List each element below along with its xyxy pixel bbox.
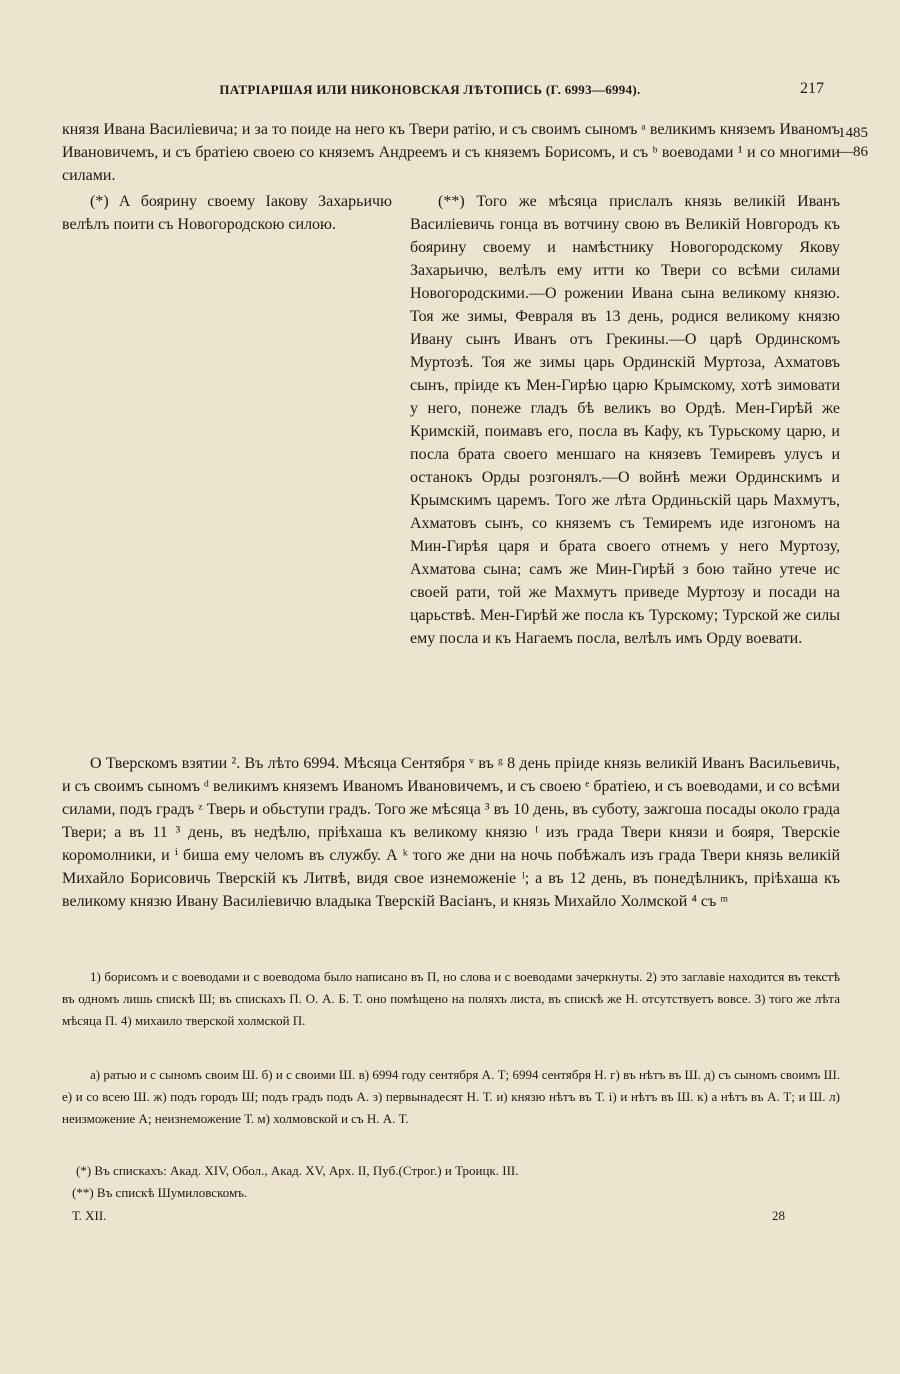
- running-header: ПАТРІАРШАЯ ИЛИ НИКОНОВСКАЯ ЛѢТОПИСЬ (Г. 6993—6994).: [219, 82, 641, 97]
- footnote-star1: (*) Въ спискахъ: Акад. XIV, Обол., Акад. XV, Арх. II, Пуб.(Строг.) и Троицк. III.: [76, 1163, 519, 1178]
- sheet-number: 28: [772, 1208, 785, 1223]
- footnotes-numbered: [62, 966, 840, 1032]
- main-text: О Тверскомъ взятии ². Въ лѣто 6994. Мѣсяца Сентября ᵛ въ ᵍ 8 день пріиде князь великій Иванъ Васильевичь, и съ своимъ сыномъ ᵈ великимъ княземъ Иваномъ Ивановичемъ, и съ своею ᵉ братіею, и съ воеводами, и со всѣми силами, подъ градъ ᶻ Тверь и обьступи градъ. Того же мѣсяца ³ въ 10 день, въ суботу, зажгоша посады около града Твери; а въ 11 ³ день, въ недѣлю, пріѣхаша къ великому князю ᴵ изъ града Твери князи и бояря, Тверскіе коромолники, и ⁱ биша ему челомъ въ службу. А ᵏ того же дни на ночь побѣжалъ изъ града Твери князь великій Михайло Борисовичь Тверскій къ Литвѣ, видя свое изнеможеніе ˡ; а въ 12 день, въ понедѣлникъ, пріѣхаша къ великому князю Ивану Василіевичю владыка Тверскій Васіанъ, и князь Михайло Холмской ⁴ съ ᵐ: [62, 755, 840, 910]
- volume-label: Т. XII.: [72, 1208, 107, 1223]
- left-column-text: (*) А боярину своему Іакову Захарьичю велѣлъ поити съ Новогородскою силою.: [62, 193, 392, 233]
- footnote-star2: (**) Въ спискѣ Шумиловскомъ.: [72, 1185, 248, 1200]
- margin-year-1: 1485: [838, 125, 868, 141]
- two-column-section: [62, 190, 840, 750]
- footnotes-lettered: [62, 1064, 840, 1130]
- page-number: 217: [800, 80, 824, 97]
- left-column: [62, 190, 392, 236]
- main-paragraph: [62, 752, 840, 913]
- right-column-text: (**) Того же мѣсяца прислалъ князь великій Иванъ Василіевичь гонца въ вотчину свою въ Великій Новгородъ къ боярину своему и намѣстнику Новогородскому Якову Захарьичю, велѣлъ ему итти ко Твери со всѣми силами Новогородскими.—О рожении Ивана сына великому князю. Тоя же зимы, Февраля въ 13 день, родися великому князю Ивану сынъ Иванъ отъ Грекины.—О царѣ Ординскомъ Муртозѣ. Тоя же зимы царь Ординскій Муртоза, Ахматовъ сынъ, пріиде къ Мен-Гирѣю царю Крымскому, хотѣ зимовати у него, понеже гладъ бѣ великъ во Ордѣ. Мен-Гирѣй же Кримскій, поимавъ его, посла въ Кафу, къ Турьскому царю, и посла брата своего меншаго на князевъ Темиревъ улусъ и останокъ Орды розгонялъ.—О войнѣ межи Ординскимъ и Крымскимъ царемъ. Того же лѣта Ординьскій царь Махмутъ, Ахматовъ сынъ, со княземъ съ Темиремъ иде изгономъ на Мин-Гирѣя царя и брата своего отнемъ у него Муртозу, Ахматова сына; самъ же Мин-Гирѣй з бою тайно утече ис своей рати, той же Махмутъ приведе Муртозу и посади на царьствѣ. Мен-Гирѣй же посла къ Турскому; Турской же силы ему посла и къ Нагаемъ посла, велѣлъ имъ Орду воевати.: [410, 193, 840, 647]
- intro-paragraph: [62, 118, 840, 187]
- footnotes-numbered-text: 1) борисомъ и с воеводами и с воеводома было написано въ П, но слова и с воеводами зачеркнуты. 2) это заглавіе находится въ текстѣ въ одномъ лишь спискѣ Ш; въ спискахъ П. О. А. Б. Т. оно помѣщено на поляхъ листа, въ спискѣ же Н. отсутствуетъ вовсе. 3) того же лѣта мѣсяца П. 4) михаило тверской холмской П.: [62, 969, 840, 1028]
- footnotes-lettered-text: а) ратью и с сыномъ своим Ш. б) и с своими Ш. в) 6994 году сентября А. Т; 6994 сентября Н. г) въ нѣтъ въ Ш. д) съ сыномъ своимъ Ш. е) и со всею Ш. ж) подъ городъ Ш; подъ градъ подъ А. з) первынадесят Н. Т. и) князю нѣтъ въ Т. і) и нѣтъ въ Ш. к) а нѣтъ въ А. Т; и Ш. л) неизможение А; неизнеможение Т. м) холмовской и съ Н. А. Т.: [62, 1067, 840, 1126]
- right-column: [410, 190, 840, 650]
- intro-text: князя Ивана Василіевича; и за то поиде на него къ Твери ратію, и съ своимъ сыномъ ᵃ великимъ княземъ Иваномъ Ивановичемъ, и съ братіею своею со княземъ Андреемъ и съ княземъ Борисомъ, и съ ᵇ воеводами ¹ и со многими силами.: [62, 121, 840, 184]
- footnotes-star: [62, 1160, 840, 1204]
- margin-year-2: —86: [838, 144, 868, 160]
- margin-years: [838, 124, 898, 162]
